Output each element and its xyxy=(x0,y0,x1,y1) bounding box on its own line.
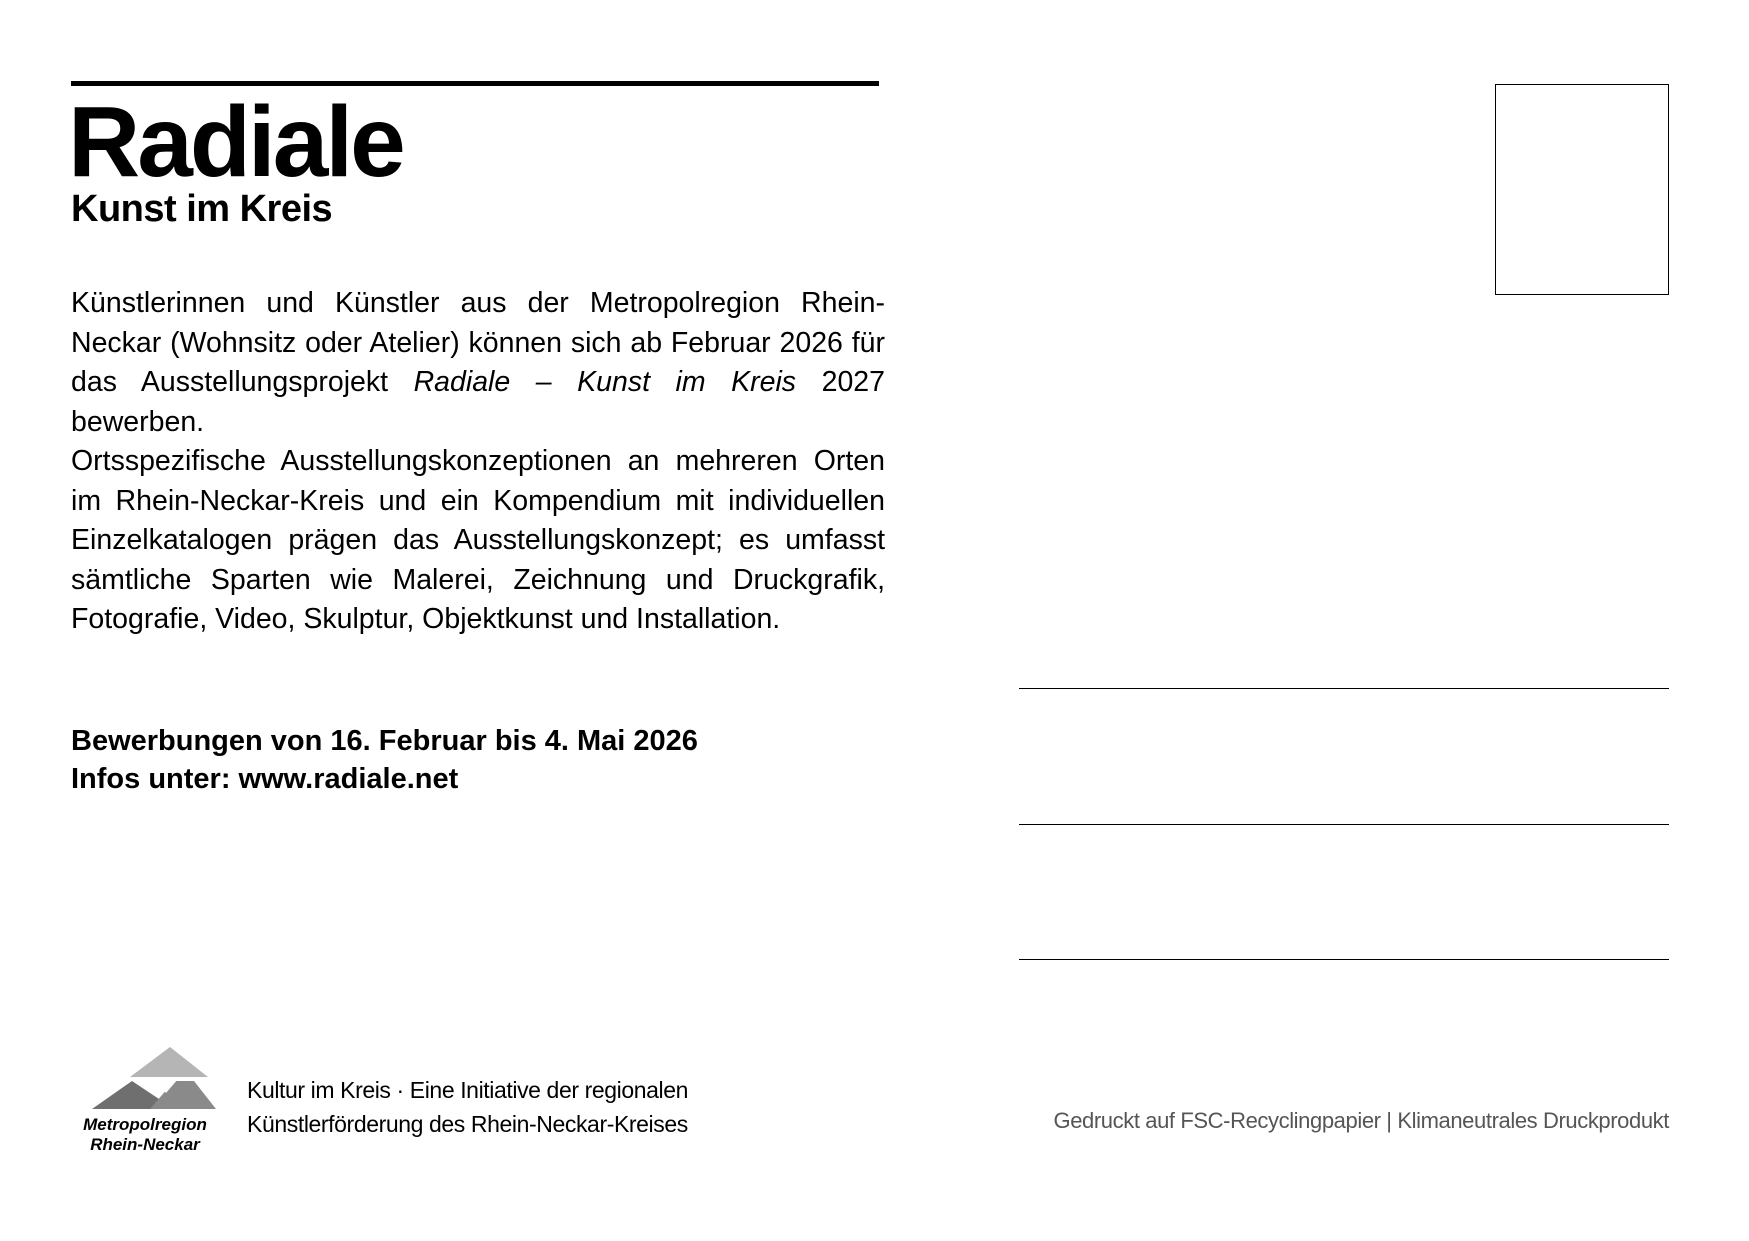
metropolregion-logo xyxy=(70,1047,220,1157)
application-info xyxy=(71,722,698,798)
description-paragraph-2: Ortsspezifische Ausstellungskonzeptionen an mehreren Orten im Rhein-Neckar-Kreis und ein Kompendium mit individuellen Einzelkatalogen prägen das Ausstellungskonzept; es umfasst sämtliche Sparten wie Malerei, Zeichnung und Druckgrafik, Fotografie, Video, Skulptur, Objektkunst und Installation. xyxy=(71,445,885,635)
initiative-line-1: Kultur im Kreis · Eine Initiative der regionalen xyxy=(247,1077,689,1103)
description-paragraph-1 xyxy=(71,284,885,442)
initiative-note xyxy=(247,1073,688,1141)
initiative-line-2: Künstlerförderung des Rhein-Neckar-Kreises xyxy=(247,1111,688,1137)
description xyxy=(71,284,885,640)
description-text: 2027 bewerben. xyxy=(71,366,885,438)
page-title: Radiale xyxy=(68,86,403,198)
address-line xyxy=(1019,688,1669,689)
address-line xyxy=(1019,959,1669,960)
address-line xyxy=(1019,824,1669,825)
stamp-box xyxy=(1495,84,1669,295)
info-link: Infos unter: www.radiale.net xyxy=(71,763,459,795)
print-note: Gedruckt auf FSC-Recyclingpapier | Klimaneutrales Druckprodukt xyxy=(1053,1108,1669,1133)
logo-line-2: Rhein-Neckar xyxy=(90,1135,200,1154)
logo-line-1: Metropolregion xyxy=(83,1115,207,1134)
description-text: Künstlerinnen und Künstler aus der Metropolregion Rhein-Neckar (Wohnsitz oder Atelier) können sich ab Februar 2026 für das Ausstellungsprojekt xyxy=(71,287,885,398)
page-subtitle: Kunst im Kreis xyxy=(71,188,333,230)
project-name: Radiale – Kunst im Kreis xyxy=(413,366,797,398)
metropolregion-logo-icon xyxy=(70,1047,220,1115)
logo-wordmark xyxy=(70,1115,220,1155)
application-period: Bewerbungen von 16. Februar bis 4. Mai 2026 xyxy=(71,725,698,757)
